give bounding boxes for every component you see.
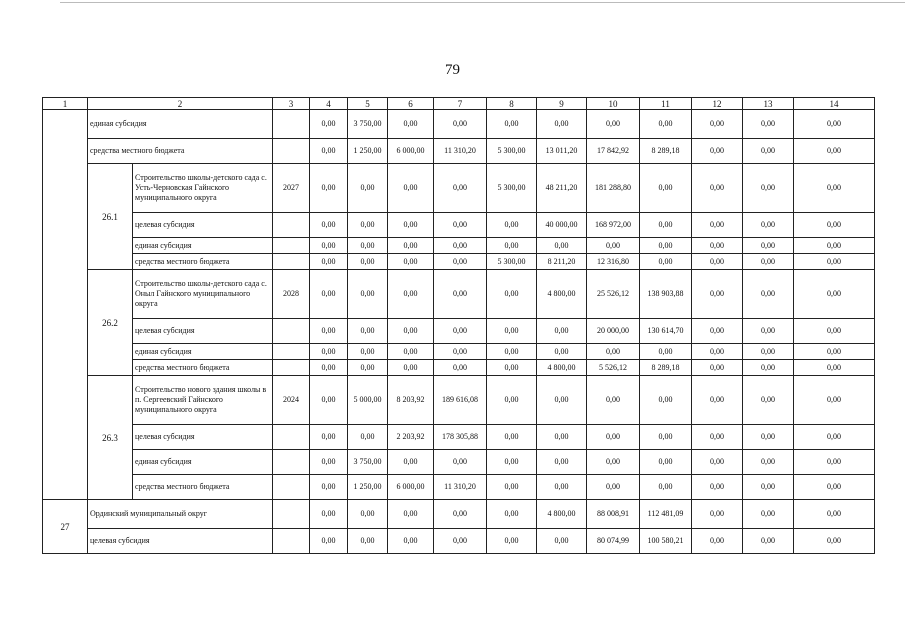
header-cell: 2 (88, 98, 273, 110)
row-label: единая субсидия (133, 450, 273, 475)
value-cell: 0,00 (348, 360, 388, 376)
value-cell: 0,00 (743, 425, 794, 450)
value-cell: 0,00 (794, 450, 875, 475)
value-cell: 0,00 (310, 529, 348, 554)
budget-table (42, 97, 875, 554)
year-cell (273, 475, 310, 500)
header-cell: 8 (487, 98, 537, 110)
value-cell: 11 310,20 (434, 475, 487, 500)
value-cell: 0,00 (388, 344, 434, 360)
value-cell: 0,00 (640, 238, 692, 254)
value-cell: 0,00 (794, 213, 875, 238)
value-cell: 0,00 (310, 110, 348, 139)
value-cell: 2 203,92 (388, 425, 434, 450)
header-cell: 1 (43, 98, 88, 110)
value-cell: 13 011,20 (537, 139, 587, 164)
value-cell: 0,00 (794, 110, 875, 139)
parent-code-cell (43, 110, 88, 500)
value-cell: 130 614,70 (640, 319, 692, 344)
value-cell: 0,00 (587, 475, 640, 500)
value-cell: 168 972,00 (587, 213, 640, 238)
value-cell: 0,00 (794, 475, 875, 500)
row-label: целевая субсидия (133, 319, 273, 344)
value-cell: 0,00 (388, 319, 434, 344)
subsection-code: 26.3 (88, 376, 133, 500)
row-label: Ординский муниципальный округ (88, 500, 273, 529)
value-cell: 0,00 (310, 425, 348, 450)
value-cell: 0,00 (587, 425, 640, 450)
table-row (43, 213, 875, 238)
value-cell: 0,00 (794, 529, 875, 554)
value-cell: 0,00 (487, 500, 537, 529)
header-cell: 13 (743, 98, 794, 110)
row-label: Строительство школы-детского сада с. Оныл Гайнского муниципального округа (133, 270, 273, 319)
row-label: целевая субсидия (88, 529, 273, 554)
value-cell: 0,00 (640, 450, 692, 475)
table-row (43, 475, 875, 500)
value-cell: 100 580,21 (640, 529, 692, 554)
value-cell: 5 000,00 (348, 376, 388, 425)
table-row (43, 319, 875, 344)
value-cell: 0,00 (388, 450, 434, 475)
value-cell: 8 289,18 (640, 360, 692, 376)
value-cell: 0,00 (743, 360, 794, 376)
value-cell: 0,00 (348, 529, 388, 554)
value-cell: 0,00 (310, 254, 348, 270)
value-cell: 0,00 (743, 164, 794, 213)
header-row (43, 98, 875, 110)
value-cell: 0,00 (434, 450, 487, 475)
value-cell: 0,00 (743, 376, 794, 425)
value-cell: 0,00 (388, 254, 434, 270)
value-cell: 0,00 (640, 425, 692, 450)
value-cell: 0,00 (434, 529, 487, 554)
value-cell: 0,00 (794, 425, 875, 450)
value-cell: 6 000,00 (388, 475, 434, 500)
value-cell: 0,00 (434, 319, 487, 344)
value-cell: 138 903,88 (640, 270, 692, 319)
value-cell: 88 008,91 (587, 500, 640, 529)
value-cell: 0,00 (794, 319, 875, 344)
value-cell: 0,00 (537, 450, 587, 475)
year-cell (273, 425, 310, 450)
value-cell: 4 800,00 (537, 270, 587, 319)
value-cell: 0,00 (434, 110, 487, 139)
value-cell: 0,00 (692, 450, 743, 475)
value-cell: 0,00 (537, 475, 587, 500)
year-cell (273, 500, 310, 529)
value-cell: 0,00 (743, 270, 794, 319)
top-rule (60, 2, 905, 3)
table-row (43, 139, 875, 164)
value-cell: 0,00 (434, 254, 487, 270)
year-cell (273, 254, 310, 270)
value-cell: 0,00 (692, 360, 743, 376)
value-cell: 0,00 (743, 344, 794, 360)
value-cell: 8 289,18 (640, 139, 692, 164)
header-cell: 5 (348, 98, 388, 110)
row-label: средства местного бюджета (133, 360, 273, 376)
table-row (43, 425, 875, 450)
value-cell: 112 481,09 (640, 500, 692, 529)
value-cell: 0,00 (537, 238, 587, 254)
value-cell: 5 300,00 (487, 254, 537, 270)
value-cell: 17 842,92 (587, 139, 640, 164)
value-cell: 0,00 (310, 500, 348, 529)
value-cell: 0,00 (434, 500, 487, 529)
value-cell: 0,00 (640, 376, 692, 425)
table-row (43, 164, 875, 213)
year-cell (273, 360, 310, 376)
value-cell: 0,00 (310, 213, 348, 238)
value-cell: 0,00 (434, 164, 487, 213)
value-cell: 0,00 (348, 425, 388, 450)
table-row (43, 500, 875, 529)
value-cell: 1 250,00 (348, 139, 388, 164)
row-label: средства местного бюджета (133, 475, 273, 500)
row-label: средства местного бюджета (88, 139, 273, 164)
value-cell: 0,00 (388, 213, 434, 238)
value-cell: 20 000,00 (587, 319, 640, 344)
value-cell: 0,00 (487, 319, 537, 344)
value-cell: 0,00 (487, 344, 537, 360)
value-cell: 0,00 (388, 110, 434, 139)
value-cell: 178 305,88 (434, 425, 487, 450)
value-cell: 0,00 (487, 270, 537, 319)
value-cell: 0,00 (587, 238, 640, 254)
value-cell: 0,00 (794, 238, 875, 254)
year-cell: 2027 (273, 164, 310, 213)
subsection-code: 26.2 (88, 270, 133, 376)
value-cell: 0,00 (310, 319, 348, 344)
value-cell: 0,00 (743, 254, 794, 270)
year-cell (273, 238, 310, 254)
value-cell: 0,00 (743, 475, 794, 500)
value-cell: 11 310,20 (434, 139, 487, 164)
value-cell: 3 750,00 (348, 110, 388, 139)
value-cell: 40 000,00 (537, 213, 587, 238)
value-cell: 0,00 (434, 238, 487, 254)
year-cell (273, 344, 310, 360)
table-row (43, 450, 875, 475)
value-cell: 0,00 (692, 213, 743, 238)
value-cell: 0,00 (348, 319, 388, 344)
row-label: единая субсидия (133, 344, 273, 360)
value-cell: 0,00 (640, 475, 692, 500)
value-cell: 0,00 (743, 238, 794, 254)
value-cell: 0,00 (348, 254, 388, 270)
value-cell: 0,00 (743, 529, 794, 554)
value-cell: 0,00 (310, 450, 348, 475)
year-cell (273, 529, 310, 554)
value-cell: 0,00 (348, 164, 388, 213)
value-cell: 0,00 (310, 475, 348, 500)
value-cell: 4 800,00 (537, 500, 587, 529)
value-cell: 0,00 (487, 238, 537, 254)
value-cell: 0,00 (743, 500, 794, 529)
value-cell: 0,00 (743, 110, 794, 139)
value-cell: 0,00 (692, 500, 743, 529)
row-label: целевая субсидия (133, 213, 273, 238)
value-cell: 0,00 (487, 376, 537, 425)
year-cell (273, 450, 310, 475)
value-cell: 0,00 (587, 376, 640, 425)
value-cell: 0,00 (348, 344, 388, 360)
value-cell: 5 300,00 (487, 139, 537, 164)
header-cell: 14 (794, 98, 875, 110)
value-cell: 0,00 (388, 529, 434, 554)
value-cell: 0,00 (434, 360, 487, 376)
value-cell: 0,00 (348, 500, 388, 529)
value-cell: 0,00 (692, 139, 743, 164)
value-cell: 0,00 (388, 164, 434, 213)
value-cell: 0,00 (487, 110, 537, 139)
value-cell: 0,00 (692, 344, 743, 360)
section-code: 27 (43, 500, 88, 554)
value-cell: 48 211,20 (537, 164, 587, 213)
table-row (43, 270, 875, 319)
table-row (43, 360, 875, 376)
value-cell: 0,00 (348, 238, 388, 254)
row-label: средства местного бюджета (133, 254, 273, 270)
value-cell: 6 000,00 (388, 139, 434, 164)
table-row (43, 376, 875, 425)
value-cell: 0,00 (434, 213, 487, 238)
header-cell: 4 (310, 98, 348, 110)
value-cell: 0,00 (434, 344, 487, 360)
value-cell: 0,00 (692, 529, 743, 554)
value-cell: 0,00 (587, 110, 640, 139)
value-cell: 0,00 (743, 213, 794, 238)
value-cell: 0,00 (388, 270, 434, 319)
value-cell: 0,00 (310, 238, 348, 254)
value-cell: 0,00 (537, 344, 587, 360)
value-cell: 8 211,20 (537, 254, 587, 270)
value-cell: 0,00 (487, 475, 537, 500)
value-cell: 0,00 (310, 139, 348, 164)
row-label: целевая субсидия (133, 425, 273, 450)
page-number: 79 (445, 62, 460, 78)
value-cell: 0,00 (692, 110, 743, 139)
value-cell: 0,00 (794, 270, 875, 319)
value-cell: 0,00 (487, 529, 537, 554)
value-cell: 5 300,00 (487, 164, 537, 213)
value-cell: 0,00 (794, 164, 875, 213)
value-cell: 0,00 (692, 164, 743, 213)
value-cell: 1 250,00 (348, 475, 388, 500)
value-cell: 0,00 (487, 360, 537, 376)
row-label: Строительство нового здания школы в п. Сергеевский Гайнского муниципального округа (133, 376, 273, 425)
value-cell: 0,00 (743, 139, 794, 164)
value-cell: 0,00 (537, 319, 587, 344)
header-cell: 11 (640, 98, 692, 110)
value-cell: 0,00 (434, 270, 487, 319)
header-cell: 12 (692, 98, 743, 110)
header-cell: 3 (273, 98, 310, 110)
value-cell: 0,00 (692, 425, 743, 450)
value-cell: 0,00 (794, 360, 875, 376)
subsection-code: 26.1 (88, 164, 133, 270)
value-cell: 0,00 (692, 238, 743, 254)
header-cell: 9 (537, 98, 587, 110)
value-cell: 0,00 (640, 213, 692, 238)
value-cell: 0,00 (487, 425, 537, 450)
row-label: единая субсидия (133, 238, 273, 254)
value-cell: 0,00 (587, 344, 640, 360)
value-cell: 0,00 (640, 344, 692, 360)
value-cell: 181 288,80 (587, 164, 640, 213)
value-cell: 3 750,00 (348, 450, 388, 475)
year-cell (273, 110, 310, 139)
table-row (43, 238, 875, 254)
value-cell: 0,00 (794, 344, 875, 360)
value-cell: 0,00 (794, 376, 875, 425)
header-cell: 7 (434, 98, 487, 110)
value-cell: 0,00 (794, 139, 875, 164)
value-cell: 0,00 (310, 164, 348, 213)
value-cell: 80 074,99 (587, 529, 640, 554)
value-cell: 8 203,92 (388, 376, 434, 425)
value-cell: 0,00 (388, 360, 434, 376)
value-cell: 0,00 (537, 376, 587, 425)
year-cell (273, 319, 310, 344)
value-cell: 0,00 (487, 213, 537, 238)
value-cell: 12 316,80 (587, 254, 640, 270)
row-label: единая субсидия (88, 110, 273, 139)
value-cell: 0,00 (537, 425, 587, 450)
value-cell: 0,00 (348, 270, 388, 319)
table-row (43, 254, 875, 270)
value-cell: 0,00 (640, 164, 692, 213)
value-cell: 0,00 (537, 529, 587, 554)
value-cell: 4 800,00 (537, 360, 587, 376)
value-cell: 25 526,12 (587, 270, 640, 319)
value-cell: 0,00 (692, 376, 743, 425)
header-cell: 10 (587, 98, 640, 110)
value-cell: 0,00 (587, 450, 640, 475)
value-cell: 0,00 (388, 500, 434, 529)
value-cell: 0,00 (310, 270, 348, 319)
year-cell: 2024 (273, 376, 310, 425)
value-cell: 0,00 (692, 254, 743, 270)
header-cell: 6 (388, 98, 434, 110)
year-cell: 2028 (273, 270, 310, 319)
table-row (43, 344, 875, 360)
value-cell: 0,00 (388, 238, 434, 254)
value-cell: 0,00 (348, 213, 388, 238)
value-cell: 0,00 (794, 500, 875, 529)
year-cell (273, 213, 310, 238)
value-cell: 0,00 (692, 475, 743, 500)
value-cell: 0,00 (692, 319, 743, 344)
year-cell (273, 139, 310, 164)
value-cell: 0,00 (487, 450, 537, 475)
value-cell: 0,00 (537, 110, 587, 139)
value-cell: 0,00 (743, 450, 794, 475)
row-label: Строительство школы-детского сада с. Усть-Черновская Гайнского муниципального округа (133, 164, 273, 213)
value-cell: 0,00 (743, 319, 794, 344)
value-cell: 0,00 (692, 270, 743, 319)
value-cell: 0,00 (310, 360, 348, 376)
value-cell: 5 526,12 (587, 360, 640, 376)
value-cell: 0,00 (310, 376, 348, 425)
value-cell: 189 616,08 (434, 376, 487, 425)
table-row (43, 529, 875, 554)
table-row (43, 110, 875, 139)
value-cell: 0,00 (640, 254, 692, 270)
value-cell: 0,00 (794, 254, 875, 270)
value-cell: 0,00 (640, 110, 692, 139)
value-cell: 0,00 (310, 344, 348, 360)
